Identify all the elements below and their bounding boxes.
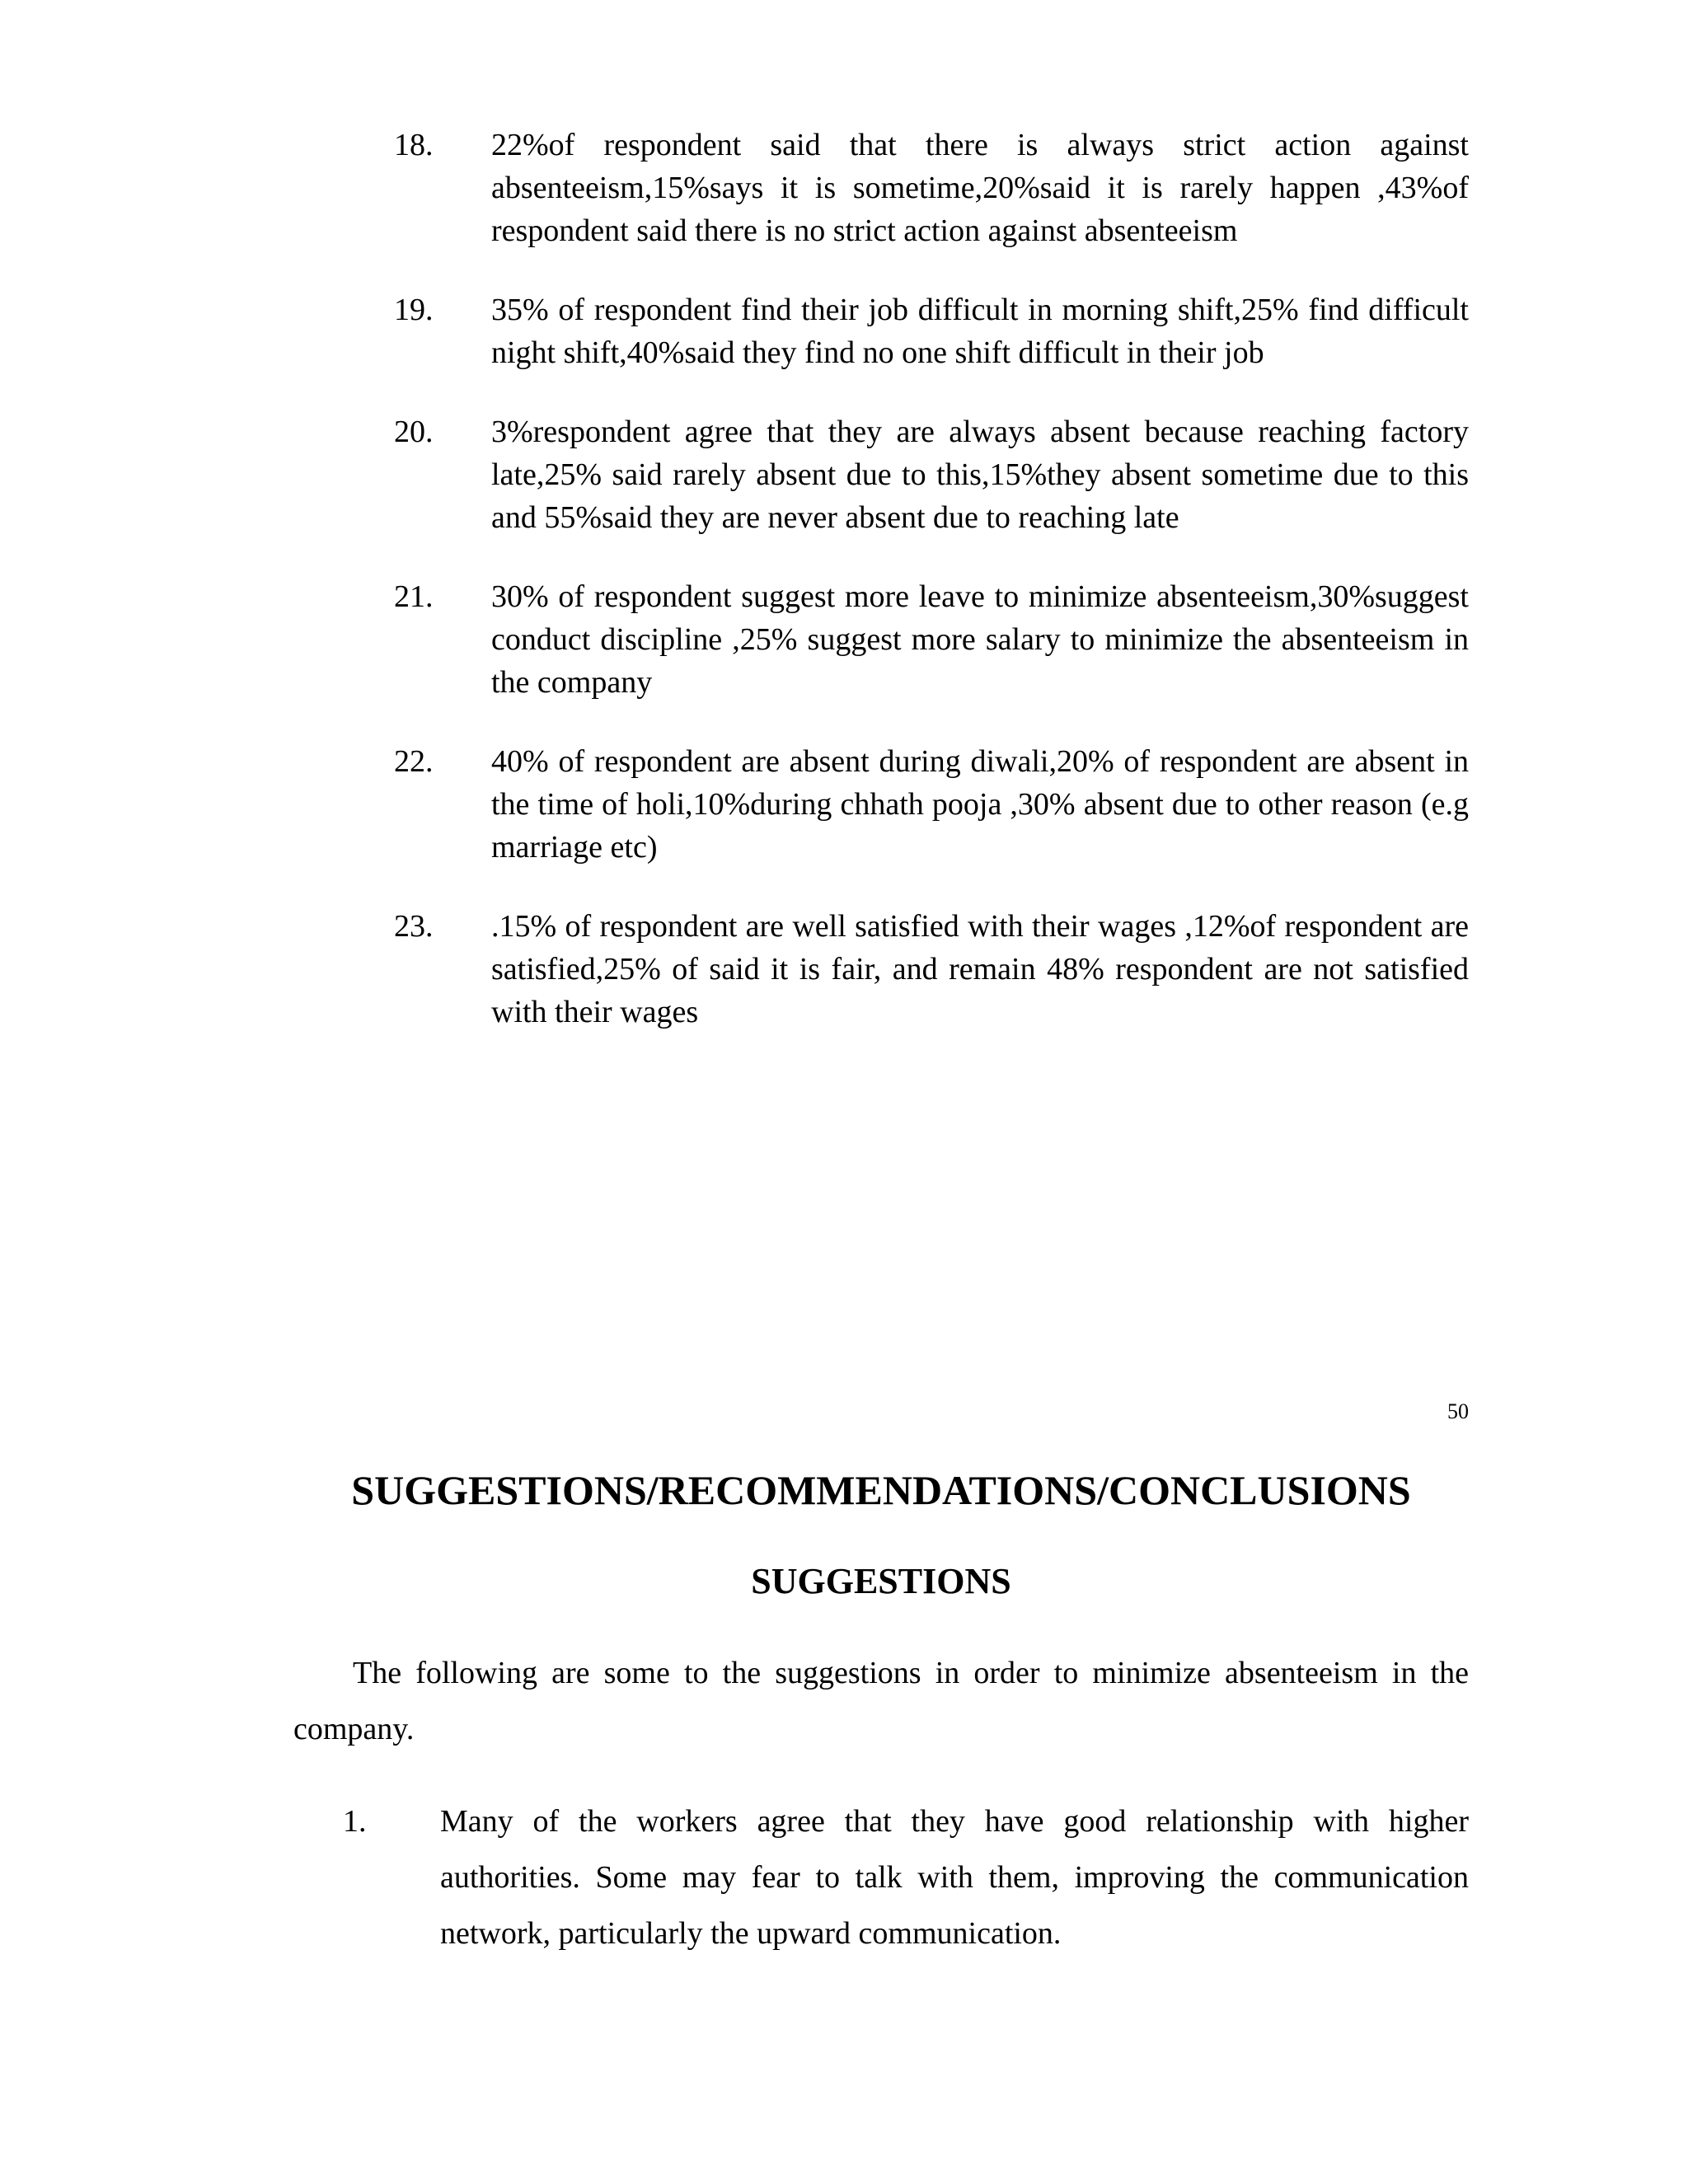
finding-number: 23. [394, 909, 434, 944]
finding-item-23 [394, 905, 1469, 1033]
finding-number: 21. [394, 579, 434, 614]
suggestion-text: Many of the workers agree that they have good relationship with higher authorities. Some may fear to talk with them, improving the communication network, particularly the upward communication. [440, 1804, 1469, 1951]
finding-item-22 [394, 740, 1469, 869]
section-heading: SUGGESTIONS/RECOMMENDATIONS/CONCLUSIONS [351, 1467, 1411, 1513]
finding-number: 22. [394, 744, 434, 779]
page-number: 50 [1447, 1399, 1469, 1423]
suggestion-item-1 [343, 1793, 1469, 1961]
finding-number: 18. [394, 128, 434, 162]
finding-item-21 [394, 575, 1469, 704]
finding-number: 20. [394, 415, 434, 449]
suggestion-number: 1. [343, 1804, 367, 1839]
findings-list [394, 124, 1469, 1070]
finding-item-18 [394, 124, 1469, 252]
finding-text: 30% of respondent suggest more leave to minimize absenteeism,30%suggest conduct discipline ,25% suggest more salary to minimize the absenteeism in the company [491, 579, 1469, 700]
finding-text: 3%respondent agree that they are always absent because reaching factory late,25% said rarely absent due to this,15%they absent sometime due to this and 55%said they are never absent due to reaching late [491, 415, 1469, 535]
intro-paragraph: The following are some to the suggestions in order to minimize absenteeism in the company. [293, 1656, 1469, 1746]
suggestions-list [343, 1793, 1469, 1961]
finding-text: 22%of respondent said that there is always strict action against absenteeism,15%says it is sometime,20%said it is rarely happen ,43%of respondent said there is no strict action against absenteeism [491, 128, 1469, 248]
finding-item-19 [394, 288, 1469, 374]
finding-text: 40% of respondent are absent during diwali,20% of respondent are absent in the time of holi,10%during chhath pooja ,30% absent due to other reason (e.g marriage etc) [491, 744, 1469, 865]
finding-number: 19. [394, 293, 434, 327]
finding-text: .15% of respondent are well satisfied with their wages ,12%of respondent are satisfied,25% of said it is fair, and remain 48% respondent are not satisfied with their wages [491, 909, 1469, 1029]
sub-heading: SUGGESTIONS [751, 1561, 1011, 1601]
finding-item-20 [394, 410, 1469, 539]
finding-text: 35% of respondent find their job difficult in morning shift,25% find difficult night shift,40%said they find no one shift difficult in their job [491, 293, 1469, 370]
